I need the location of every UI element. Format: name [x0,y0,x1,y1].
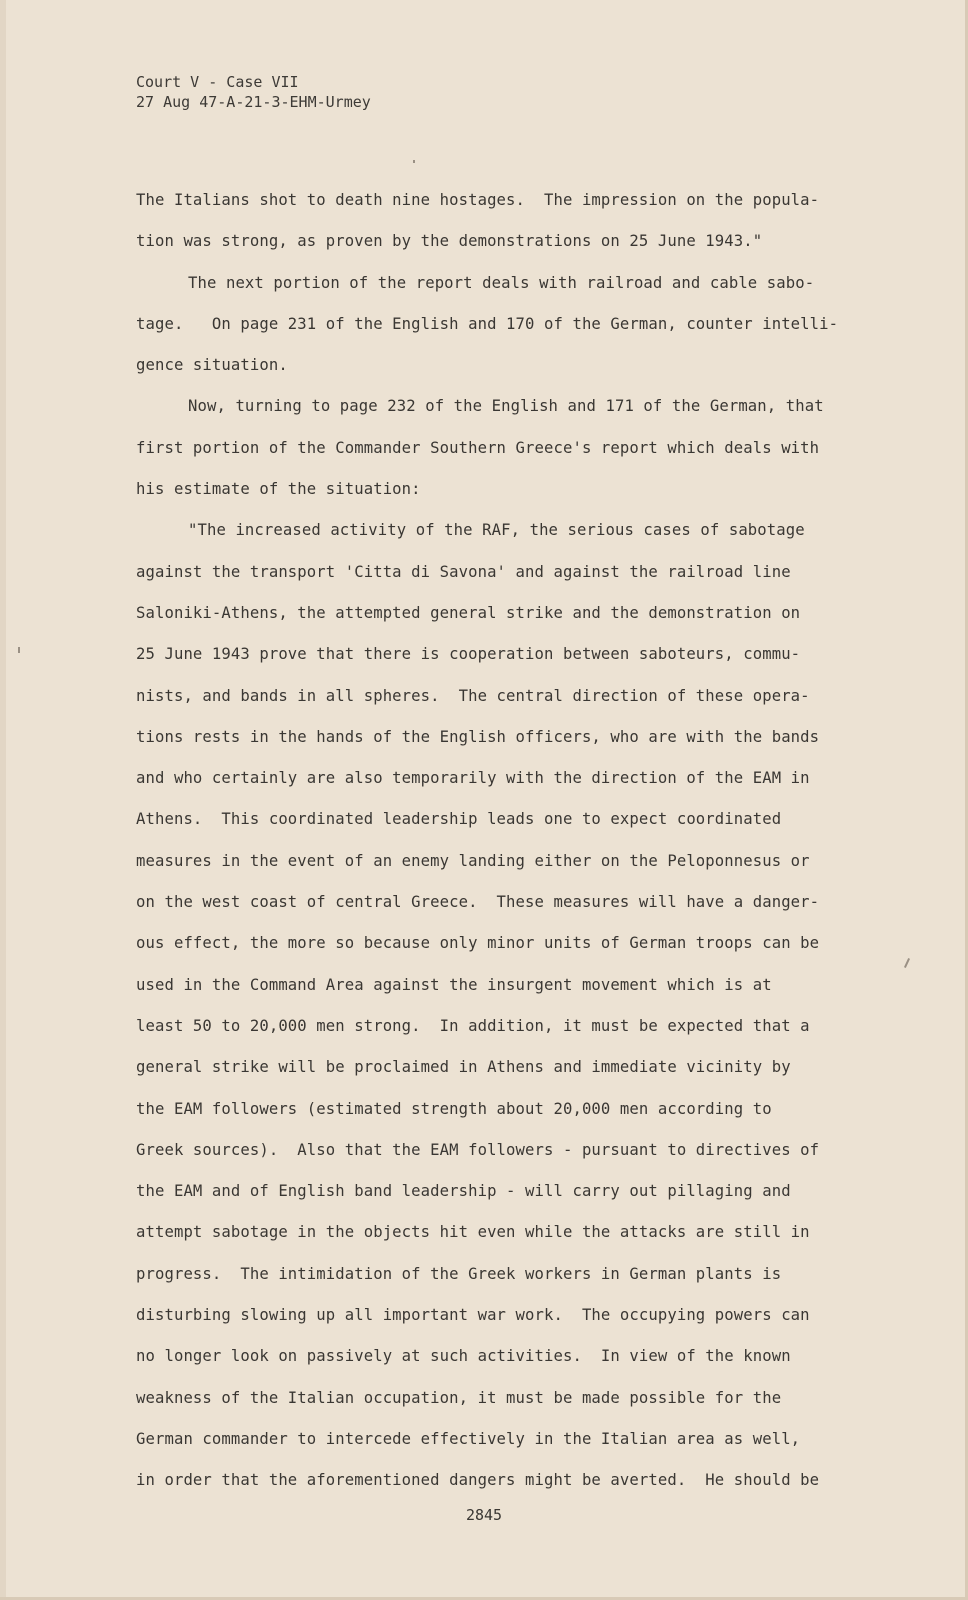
text-line: Saloniki-Athens, the attempted general strike and the demonstration on [136,603,801,622]
text-line: 25 June 1943 prove that there is cooperation between saboteurs, commu- [136,645,801,664]
text-line: against the transport 'Citta di Savona' and against the railroad line [136,562,791,581]
transcript-body [136,180,896,1502]
document-header [136,72,371,112]
text-line: ous effect, the more so because only minor units of German troops can be [136,934,820,953]
text-line: and who certainly are also temporarily with the direction of the EAM in [136,769,810,788]
text-line: least 50 to 20,000 men strong. In addition, it must be expected that a [136,1016,810,1035]
page-left-edge [0,0,6,1600]
text-line: The next portion of the report deals with railroad and cable sabo- [188,273,815,292]
text-line: his estimate of the situation: [136,480,421,499]
text-line: tion was strong, as proven by the demonstrations on 25 June 1943." [136,232,763,251]
text-line: Greek sources). Also that the EAM followers - pursuant to directives of [136,1140,820,1159]
text-line: Athens. This coordinated leadership leads one to expect coordinated [136,810,782,829]
text-line: "The increased activity of the RAF, the serious cases of sabotage [188,521,805,540]
text-line: no longer look on passively at such activities. In view of the known [136,1347,791,1366]
text-line: tions rests in the hands of the English officers, who are with the bands [136,727,820,746]
header-reference: 27 Aug 47-A-21-3-EHM-Urmey [136,93,371,111]
text-line: Now, turning to page 232 of the English and 171 of the German, that [188,397,824,416]
text-line: weakness of the Italian occupation, it must be made possible for the [136,1388,782,1407]
text-line: the EAM and of English band leadership - will carry out pillaging and [136,1182,791,1201]
text-line: disturbing slowing up all important war work. The occupying powers can [136,1306,810,1325]
text-line: on the west coast of central Greece. These measures will have a danger- [136,893,820,912]
page-number: 2845 [465,1506,503,1524]
text-line: the EAM followers (estimated strength about 20,000 men according to [136,1099,772,1118]
text-line: first portion of the Commander Southern Greece's report which deals with [136,438,820,457]
text-line: attempt sabotage in the objects hit even while the attacks are still in [136,1223,810,1242]
text-line: The Italians shot to death nine hostages. The impression on the popula- [136,191,820,209]
paper-mark [18,647,20,653]
text-line: gence situation. [136,356,288,375]
text-line: progress. The intimidation of the Greek workers in German plants is [136,1264,782,1283]
text-line: tage. On page 231 of the English and 170 of the German, counter intelli- [136,314,839,333]
text-line: nists, and bands in all spheres. The central direction of these opera- [136,686,810,705]
text-line: in order that the aforementioned dangers might be averted. He should be [136,1471,820,1490]
text-line: measures in the event of an enemy landing either on the Peloponnesus or [136,851,810,870]
text-line: general strike will be proclaimed in Athens and immediate vicinity by [136,1058,791,1077]
text-line: German commander to intercede effectively in the Italian area as well, [136,1429,801,1448]
text-line: used in the Command Area against the insurgent movement which is at [136,975,772,994]
header-court-case: Court V - Case VII [136,73,299,91]
paper-mark [904,958,910,968]
paper-mark [413,160,415,163]
